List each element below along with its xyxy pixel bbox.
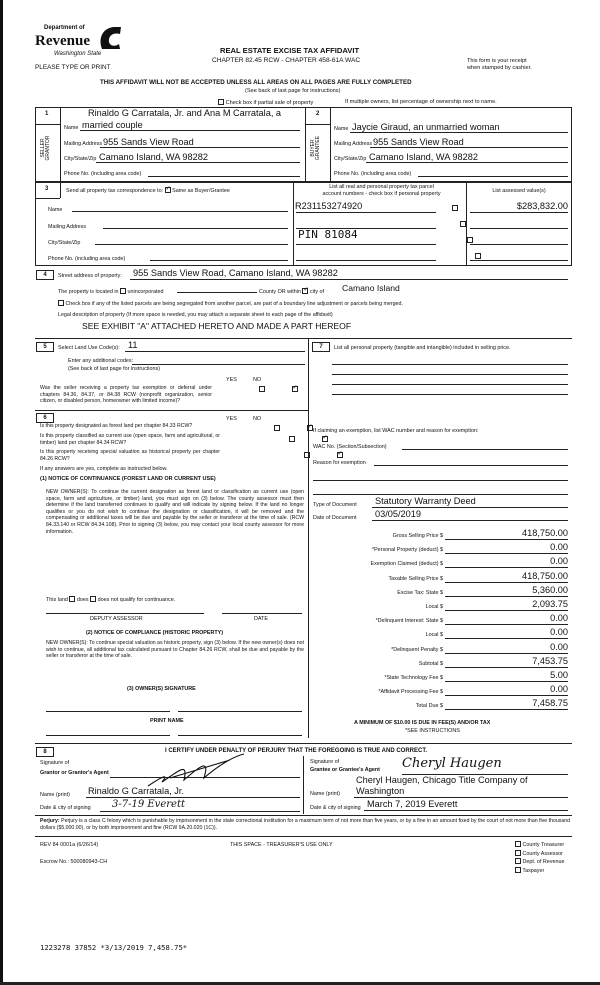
amount-label: Local $ bbox=[425, 632, 443, 639]
assessed-value-1[interactable]: $283,832.00 bbox=[516, 201, 568, 211]
exemption-yes-checkbox[interactable] bbox=[259, 386, 265, 392]
personal-property-line-3[interactable] bbox=[332, 384, 568, 385]
same-as-buyer-checkbox[interactable] bbox=[165, 187, 171, 193]
amount-label: Local $ bbox=[425, 604, 443, 610]
additional-codes-field[interactable] bbox=[132, 364, 305, 365]
grantee-date-city[interactable]: March 7, 2019 Everett bbox=[367, 799, 458, 809]
amount-value[interactable]: 5.00 bbox=[550, 670, 568, 680]
copy-county-assessor[interactable]: County Assessor bbox=[515, 850, 564, 859]
land-use-code[interactable]: 11 bbox=[128, 340, 138, 350]
cashier-stamp: 1223278 37852 *3/13/2019 7,458.75* bbox=[40, 943, 188, 952]
property-city[interactable]: Camano Island bbox=[342, 283, 400, 293]
tax-address-field[interactable] bbox=[103, 228, 288, 229]
forest-no-checkbox[interactable] bbox=[307, 425, 313, 431]
within-city-checkbox[interactable] bbox=[302, 288, 308, 294]
amount-label: Subtotal $ bbox=[418, 660, 443, 667]
amount-line bbox=[445, 653, 568, 654]
amount-value[interactable]: 0.00 bbox=[550, 613, 568, 624]
amount-line bbox=[445, 709, 568, 710]
amount-label: *Personal Property (deduct) $ bbox=[371, 547, 443, 554]
amount-value[interactable]: 0.00 bbox=[550, 641, 568, 652]
amount-line bbox=[445, 539, 568, 540]
owner-print-name-2[interactable] bbox=[178, 735, 302, 736]
personal-property-checkbox-2[interactable] bbox=[460, 221, 466, 227]
amount-line bbox=[445, 695, 568, 696]
forest-yes-checkbox[interactable] bbox=[274, 425, 280, 431]
amount-value[interactable]: 0.00 bbox=[550, 627, 568, 638]
amount-line bbox=[445, 681, 568, 682]
seller-address[interactable]: 955 Sands View Road bbox=[103, 137, 194, 147]
amount-label: *Delinquent Penalty $ bbox=[391, 646, 443, 653]
personal-property-checkbox-3[interactable] bbox=[467, 237, 473, 243]
tax-city-field[interactable] bbox=[95, 244, 288, 245]
copy-taxpayer[interactable]: Taxpayer bbox=[515, 867, 564, 876]
property-street-address[interactable]: 955 Sands View Road, Camano Island, WA 98282 bbox=[133, 268, 338, 278]
amount-label: *Affidavit Processing Fee $ bbox=[378, 689, 443, 696]
amount-value[interactable]: 7,458.75 bbox=[532, 698, 568, 709]
amount-line bbox=[445, 582, 568, 583]
amount-line bbox=[445, 596, 568, 597]
amount-label: Taxable Selling Price $ bbox=[388, 575, 443, 582]
parcel-number-2[interactable]: PIN 81084 bbox=[298, 228, 358, 241]
personal-property-line-2[interactable] bbox=[332, 374, 568, 375]
grantor-date-city[interactable]: 3-7-19 Everett bbox=[112, 799, 185, 810]
historic-yes-checkbox[interactable] bbox=[304, 452, 310, 458]
exemption-no-checkbox[interactable] bbox=[292, 386, 298, 392]
personal-property-checkbox-4[interactable] bbox=[475, 253, 481, 259]
amount-line bbox=[445, 610, 568, 611]
amount-label: *State Technology Fee $ bbox=[384, 675, 443, 681]
grantee-signature[interactable]: Cheryl Haugen bbox=[402, 756, 502, 771]
historic-no-checkbox[interactable] bbox=[337, 452, 343, 458]
amount-label: Exemption Claimed (deduct) $ bbox=[370, 561, 443, 568]
personal-property-checkbox-1[interactable] bbox=[452, 205, 458, 211]
owner-signature-1[interactable] bbox=[46, 711, 170, 712]
seller-city[interactable]: Camano Island, WA 98282 bbox=[99, 152, 208, 162]
owner-signature-2[interactable] bbox=[178, 711, 302, 712]
seller-name[interactable]: married couple bbox=[82, 120, 143, 130]
amount-label: *Delinquent Interest: State $ bbox=[375, 618, 443, 625]
buyer-address[interactable]: 955 Sands View Road bbox=[373, 137, 464, 147]
buyer-phone[interactable] bbox=[418, 176, 568, 177]
grantee-print-name-line2[interactable]: Washington bbox=[356, 786, 405, 796]
amount-value[interactable]: 7,453.75 bbox=[532, 655, 568, 666]
legal-description[interactable]: SEE EXHIBIT "A" ATTACHED HERETO AND MADE A PART HEREOF bbox=[82, 321, 352, 331]
document-date[interactable]: 03/05/2019 bbox=[375, 509, 421, 519]
amount-line bbox=[445, 567, 568, 568]
perjury-notice: Perjury: Perjury is a class C felony which is punishable by imprisonment in the state correctional institution for a maximum term of not more than five years, or by a fine in an amount fixed by the court of not more than five thousand dollars ($5,000.00), or by both imprisonment and fine (RCW 9A.20.020 (1C)). bbox=[40, 818, 570, 831]
amount-line bbox=[445, 638, 568, 639]
copy-distribution bbox=[515, 841, 564, 875]
partial-sale-checkbox[interactable]: Check box if partial sale of property bbox=[218, 99, 313, 106]
amount-line bbox=[445, 624, 568, 625]
tax-phone-field[interactable] bbox=[150, 260, 288, 261]
does-qualify-checkbox[interactable] bbox=[69, 596, 75, 602]
document-type[interactable]: Statutory Warranty Deed bbox=[375, 496, 476, 506]
amount-label: Total Due $ bbox=[415, 703, 443, 710]
personal-property-line-4[interactable] bbox=[332, 394, 568, 395]
grantor-print-name[interactable]: Rinaldo G Carratala, Jr. bbox=[88, 786, 184, 796]
amount-value[interactable]: 0.00 bbox=[550, 684, 568, 695]
current-use-no-checkbox[interactable] bbox=[322, 436, 328, 442]
buyer-city[interactable]: Camano Island, WA 98282 bbox=[369, 152, 478, 162]
does-not-qualify-checkbox[interactable] bbox=[90, 596, 96, 602]
amount-value[interactable]: 418,750.00 bbox=[522, 528, 568, 538]
scan-edge bbox=[0, 0, 3, 985]
owner-print-name-1[interactable] bbox=[46, 735, 170, 736]
amount-value[interactable]: 2,093.75 bbox=[532, 599, 568, 609]
grantee-print-name-line1[interactable]: Cheryl Haugen, Chicago Title Company of bbox=[356, 775, 528, 785]
seller-phone[interactable] bbox=[148, 176, 300, 177]
amount-label: Excise Tax: State $ bbox=[397, 589, 443, 596]
assessor-date[interactable] bbox=[222, 613, 302, 614]
copy-dept-revenue[interactable]: Dept. of Revenue bbox=[515, 858, 564, 867]
unincorporated-checkbox[interactable] bbox=[120, 288, 126, 294]
amount-value[interactable]: 0.00 bbox=[550, 556, 568, 567]
dor-swirl-icon bbox=[96, 25, 124, 51]
buyer-name[interactable]: Jaycie Giraud, an unmarried woman bbox=[352, 122, 500, 132]
parcel-number-1[interactable]: R231153274920 bbox=[295, 201, 363, 211]
amount-label: Gross Selling Price $ bbox=[392, 533, 443, 539]
personal-property-line-1[interactable] bbox=[332, 364, 568, 365]
deputy-assessor-signature[interactable] bbox=[46, 613, 204, 614]
copy-county-treasurer[interactable]: County Treasurer bbox=[515, 841, 564, 850]
amount-line bbox=[445, 553, 568, 554]
exemption-reason-field[interactable] bbox=[374, 465, 568, 466]
segregated-checkbox[interactable] bbox=[58, 300, 64, 306]
amount-line bbox=[445, 667, 568, 668]
wac-number-field[interactable] bbox=[402, 449, 568, 450]
current-use-yes-checkbox[interactable] bbox=[289, 436, 295, 442]
amount-value[interactable]: 5,360.00 bbox=[532, 584, 568, 595]
tax-name-field[interactable] bbox=[72, 211, 288, 212]
amount-value[interactable]: 0.00 bbox=[550, 542, 568, 553]
amount-value[interactable]: 418,750.00 bbox=[522, 570, 568, 581]
